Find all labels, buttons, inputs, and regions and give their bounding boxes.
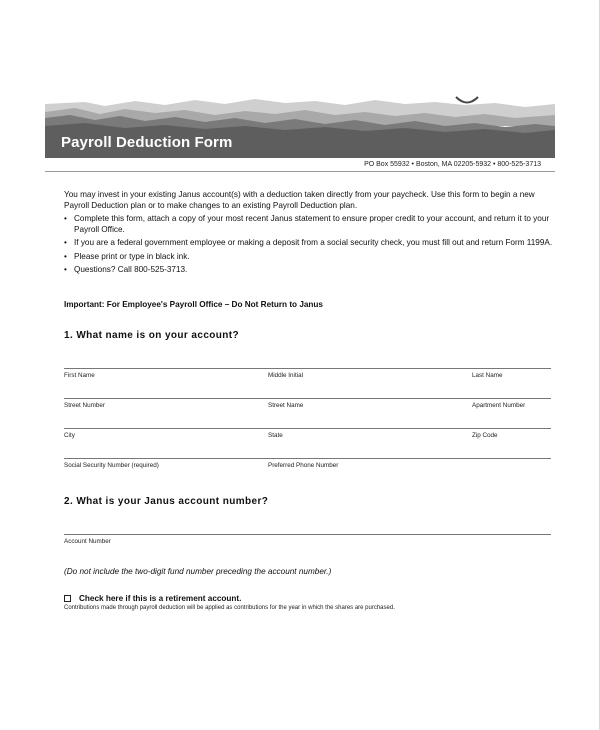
intro-paragraph: You may invest in your existing Janus account(s) with a deduction taken directly from your paycheck. Use this form to begin a new Payroll Deduction plan or to make changes to an existing Payroll Deduction plan. (64, 190, 535, 210)
middle-initial-label: Middle Initial (268, 372, 303, 379)
retirement-checkbox-label: Check here if this is a retirement account. (79, 594, 242, 603)
ssn-field-line[interactable] (64, 458, 551, 459)
street-name-label: Street Name (268, 402, 304, 409)
street-number-label: Street Number (64, 402, 105, 409)
instruction-item: • Complete this form, attach a copy of your most recent Janus statement to ensure proper credit to your account, and return it to your Payroll Office. (64, 214, 554, 235)
section-2-title: 2. What is your Janus account number? (64, 496, 269, 507)
zip-code-label: Zip Code (472, 432, 498, 439)
street-field-line[interactable] (64, 398, 551, 399)
contact-address: PO Box 55932 • Boston, MA 02205-5932 • 800-525-3713 (364, 161, 541, 168)
ssn-label: Social Security Number (required) (64, 462, 159, 469)
last-name-label: Last Name (472, 372, 503, 379)
retirement-checkbox[interactable] (64, 595, 71, 602)
important-notice: Important: For Employee's Payroll Office – Do Not Return to Janus (64, 300, 323, 309)
name-field-line[interactable] (64, 368, 551, 369)
instruction-item: • Questions? Call 800-525-3713. (64, 265, 554, 276)
apartment-number-label: Apartment Number (472, 402, 526, 409)
header-divider (45, 171, 555, 172)
city-label: City (64, 432, 75, 439)
instruction-item: • If you are a federal government employee or making a deposit from a social security check, you must fill out and return Form 1199A. (64, 238, 554, 249)
state-label: State (268, 432, 283, 439)
retirement-fine-print: Contributions made through payroll deduction will be applied as contributions for the year in which the shares are purchased. (64, 605, 395, 611)
city-field-line[interactable] (64, 428, 551, 429)
phone-label: Preferred Phone Number (268, 462, 339, 469)
instruction-item: • Please print or type in black ink. (64, 252, 554, 263)
form-title: Payroll Deduction Form (61, 134, 233, 151)
retirement-checkbox-row[interactable] (64, 594, 241, 603)
instruction-list (64, 214, 554, 279)
account-number-label: Account Number (64, 538, 111, 545)
section-1-title: 1. What name is on your account? (64, 330, 240, 341)
first-name-label: First Name (64, 372, 95, 379)
account-number-note: (Do not include the two-digit fund number preceding the account number.) (64, 567, 332, 576)
logo-mark-icon (455, 92, 479, 106)
account-number-field-line[interactable] (64, 534, 551, 535)
